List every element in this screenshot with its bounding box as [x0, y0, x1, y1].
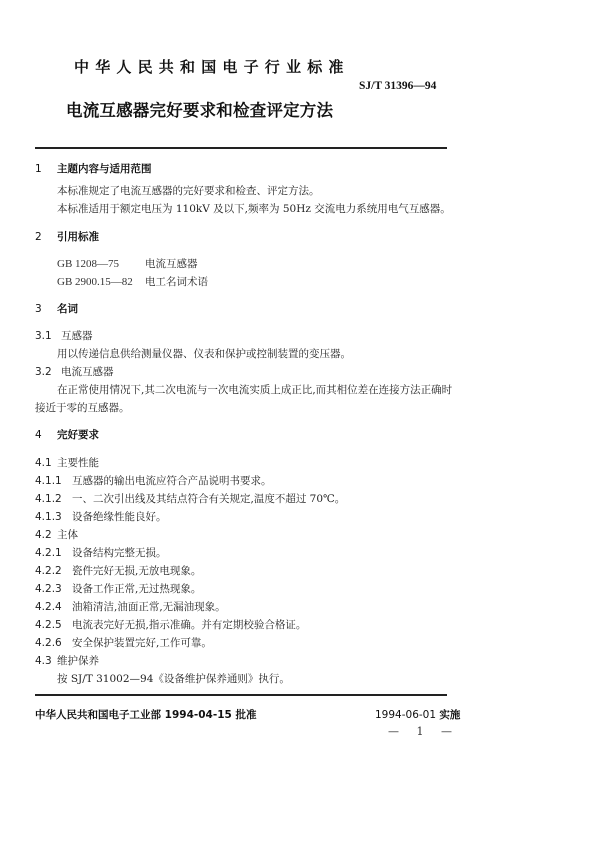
- clause-text: 油箱清洁,油面正常,无漏油现象。: [72, 601, 226, 613]
- term-name: 电流互感器: [61, 366, 114, 378]
- clause-text: 一、二次引出线及其结点符合有关规定,温度不超过 70℃。: [72, 493, 346, 505]
- clause-number: 4.2.1: [35, 547, 62, 559]
- clause: [35, 599, 226, 614]
- maintenance-paragraph: 按 SJ/T 31002—94《设备维护保养通则》执行。: [57, 673, 290, 685]
- clause-text: 主要性能: [57, 457, 99, 469]
- clause: [35, 563, 201, 578]
- term-heading: [35, 328, 93, 343]
- clause-number: 4.2: [35, 529, 52, 541]
- clause-text: 安全保护装置完好,工作可靠。: [72, 637, 212, 649]
- clause: [35, 545, 167, 560]
- clause: [35, 635, 212, 650]
- footer-rule: [35, 694, 447, 696]
- term-number: 3.1: [35, 330, 52, 342]
- clause: [35, 491, 345, 506]
- term-definition-continued: 接近于零的互感器。: [35, 402, 130, 414]
- clause-number: 4.1: [35, 457, 52, 469]
- reference-item: [57, 256, 198, 271]
- clause: [35, 509, 167, 524]
- clause: [35, 653, 99, 668]
- paragraph: 本标准适用于额定电压为 110kV 及以下,频率为 50Hz 交流电力系统用电气互感器。: [57, 203, 451, 215]
- clause-text: 主体: [57, 529, 78, 541]
- paragraph: 本标准规定了电流互感器的完好要求和检查、评定方法。: [57, 185, 320, 197]
- header-rule: [35, 147, 447, 149]
- clause-text: 设备结构完整无损。: [72, 547, 167, 559]
- reference-item: [57, 274, 208, 289]
- reference-code: GB 2900.15—82: [57, 276, 133, 288]
- section-number: 2: [35, 231, 42, 243]
- reference-code: GB 1208—75: [57, 258, 120, 270]
- clause-number: 4.1.2: [35, 493, 62, 505]
- clause-text: 设备绝缘性能良好。: [72, 511, 167, 523]
- term-heading: [35, 364, 114, 379]
- term-name: 互感器: [61, 330, 93, 342]
- clause-number: 4.2.5: [35, 619, 62, 631]
- clause: [35, 527, 78, 542]
- section-title: 引用标准: [57, 231, 99, 243]
- clause-number: 4.3: [35, 655, 52, 667]
- section-heading-1: [35, 161, 152, 176]
- implementation-statement: [375, 707, 460, 722]
- section-number: 3: [35, 303, 42, 315]
- implementation-label: 实施: [439, 709, 461, 721]
- section-title: 主题内容与适用范围: [57, 163, 152, 175]
- section-title: 名词: [57, 303, 78, 315]
- term-number: 3.2: [35, 366, 52, 378]
- clause-number: 4.2.2: [35, 565, 62, 577]
- clause-text: 互感器的输出电流应符合产品说明书要求。: [72, 475, 272, 487]
- section-number: 1: [35, 163, 42, 175]
- reference-name: 电工名词术语: [145, 276, 208, 288]
- approval-statement: 中华人民共和国电子工业部 1994-04-15 批准: [35, 709, 257, 721]
- clause-number: 4.2.6: [35, 637, 62, 649]
- implementation-date: 1994-06-01: [375, 709, 437, 721]
- clause-text: 瓷件完好无损,无放电现象。: [72, 565, 202, 577]
- issuing-organization: 中华人民共和国电子行业标准: [74, 58, 350, 76]
- clause-text: 维护保养: [57, 655, 99, 667]
- clause-text: 设备工作正常,无过热现象。: [72, 583, 202, 595]
- section-heading-4: [35, 427, 99, 442]
- clause: [35, 473, 272, 488]
- term-definition: 用以传递信息供给测量仪器、仪表和保护或控制装置的变压器。: [57, 348, 351, 360]
- section-heading-3: [35, 301, 78, 316]
- clause-number: 4.1.3: [35, 511, 62, 523]
- clause-number: 4.2.4: [35, 601, 62, 613]
- document-title: 电流互感器完好要求和检查评定方法: [66, 101, 334, 120]
- section-heading-2: [35, 229, 99, 244]
- section-title: 完好要求: [57, 429, 99, 441]
- page-number: — 1 —: [388, 725, 452, 738]
- reference-name: 电流互感器: [145, 258, 198, 270]
- clause: [35, 581, 201, 596]
- clause-number: 4.1.1: [35, 475, 62, 487]
- section-number: 4: [35, 429, 42, 441]
- clause: [35, 617, 306, 632]
- clause: [35, 455, 99, 470]
- clause-text: 电流表完好无损,指示准确。并有定期校验合格证。: [72, 619, 307, 631]
- clause-number: 4.2.3: [35, 583, 62, 595]
- document-number: SJ/T 31396—94: [359, 80, 437, 92]
- term-definition: 在正常使用情况下,其二次电流与一次电流实质上成正比,而其相位差在连接方法正确时: [57, 384, 453, 396]
